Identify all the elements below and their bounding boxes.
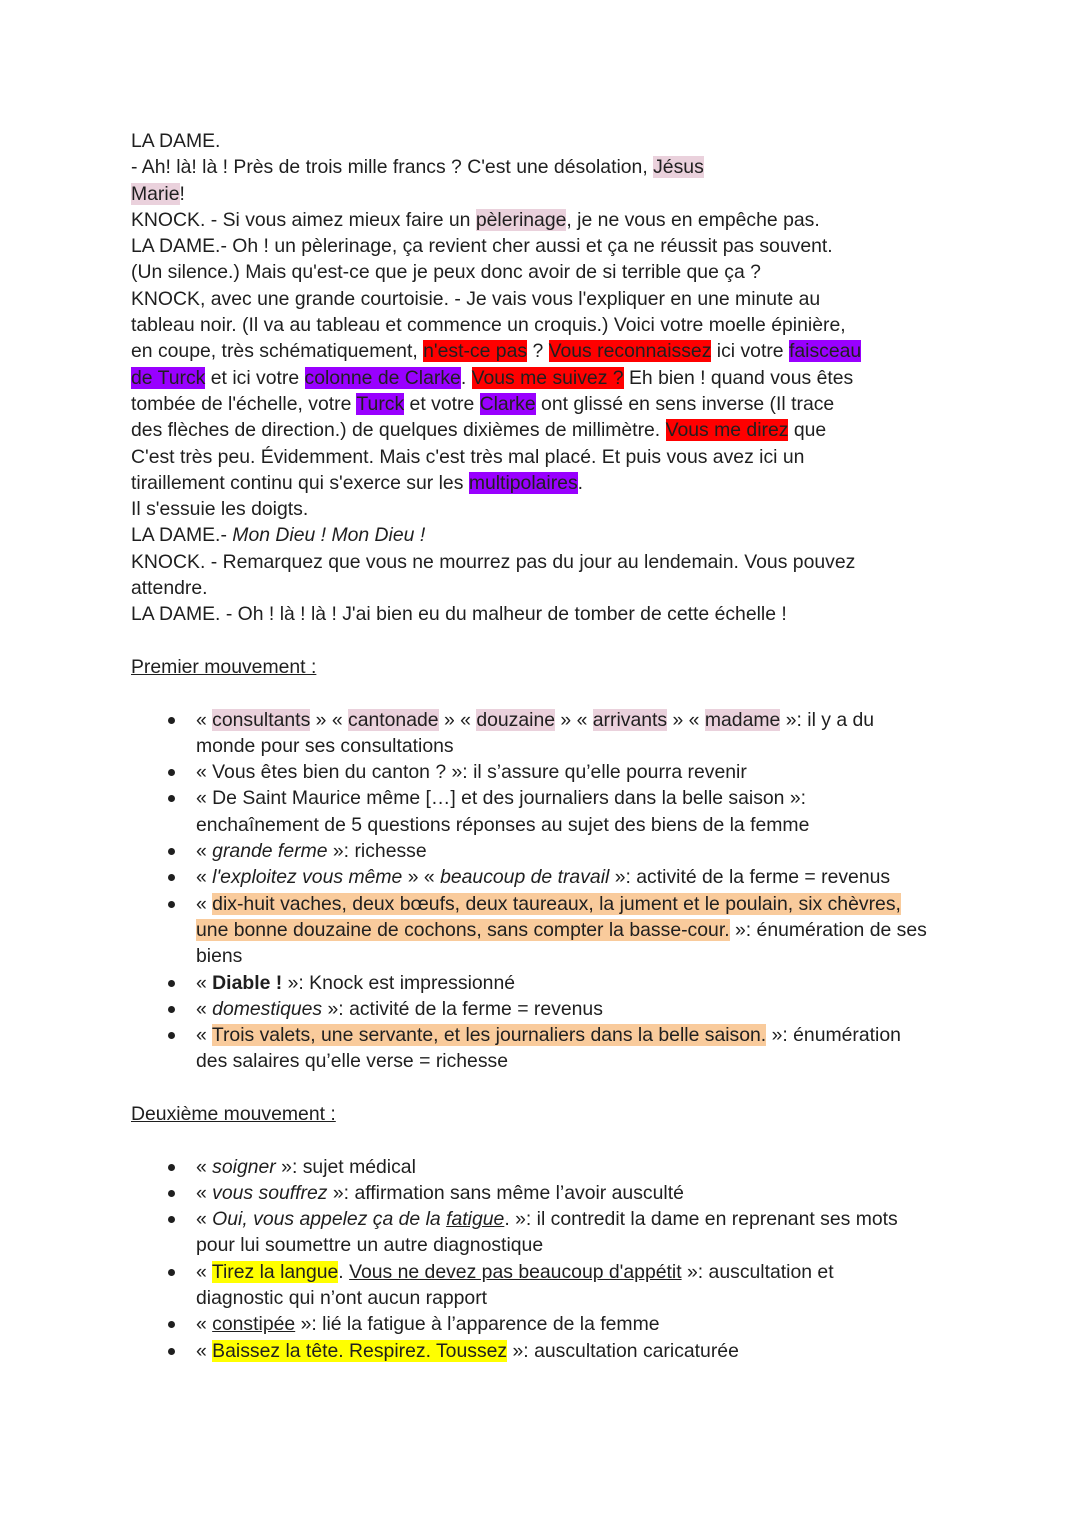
text-line: (Un silence.) Mais qu'est-ce que je peux donc avoir de si terrible que ça ?	[131, 261, 761, 284]
highlight-pink: arrivants	[592, 708, 668, 731]
text-line: LA DAME. - Oh ! là ! là ! J'ai bien eu du malheur de tomber de cette échelle !	[131, 603, 787, 626]
text-line: de Turck et ici votre colonne de Clarke. Vous me suivez ? Eh bien ! quand vous êtes	[131, 366, 854, 389]
text-line: en coupe, très schématiquement, n'est-ce pas ? Vous reconnaissez ici votre faisceau	[131, 340, 862, 363]
highlight-purple: Turck	[356, 392, 405, 415]
text-line: LA DAME.- Mon Dieu ! Mon Dieu !	[131, 524, 426, 547]
list-item: « Oui, vous appelez ça de la fatigue. »: il contredit la dame en reprenant ses mots pour lui soumettre un autre diagnostique	[131, 1206, 951, 1259]
highlight-purple: colonne de Clarke	[304, 366, 461, 389]
list-item: « Diable ! »: Knock est impressionné	[131, 970, 951, 996]
text-line: Marie!	[131, 182, 185, 205]
list-item: « Trois valets, une servante, et les journaliers dans la belle saison. »: énumération des salaires qu’elle verse = richesse	[131, 1022, 951, 1075]
highlight-red: n'est-ce pas	[423, 340, 528, 363]
highlight-pink: pèlerinage	[475, 208, 567, 231]
highlight-pink: douzaine	[476, 708, 556, 731]
list-item: « Tirez la langue. Vous ne devez pas beaucoup d'appétit »: auscultation et diagnostic qui n’ont aucun rapport	[131, 1259, 951, 1312]
highlight-pink: cantonade	[348, 708, 439, 731]
list-item: « consultants » « cantonade » « douzaine » « arrivants » « madame »: il y a du monde pour ses consultations	[131, 707, 951, 760]
list-item: « Baissez la tête. Respirez. Toussez »: auscultation caricaturée	[131, 1338, 951, 1364]
section-heading: Deuxième mouvement :	[131, 1102, 336, 1125]
list-item: « constipée »: lié la fatigue à l’apparence de la femme	[131, 1311, 951, 1337]
highlight-pink: consultants	[212, 708, 311, 731]
list-item: « De Saint Maurice même […] et des journaliers dans la belle saison »: enchaînement de 5 questions réponses au sujet des biens de la femme	[131, 785, 951, 838]
text-line	[131, 128, 951, 154]
highlight-purple: faisceau	[788, 340, 862, 363]
highlight-pink: madame	[704, 708, 781, 731]
highlight-orange: dix-huit vaches, deux bœufs, deux taureaux, la jument et le poulain, six chèvres,	[212, 892, 901, 915]
speaker-label: LA DAME.	[131, 130, 221, 152]
text-line: C'est très peu. Évidemment. Mais c'est très mal placé. Et puis vous avez ici un	[131, 445, 805, 468]
text-line: attendre.	[131, 577, 208, 600]
highlight-orange: Trois valets, une servante, et les journaliers dans la belle saison.	[211, 1024, 767, 1047]
section-heading: Premier mouvement :	[131, 655, 317, 678]
text-line: - Ah! là! là ! Près de trois mille francs ? C'est une désolation, Jésus	[131, 156, 704, 179]
text-line: KNOCK, avec une grande courtoisie. - Je vais vous l'expliquer en une minute au	[131, 287, 821, 310]
text-line: tableau noir. (Il va au tableau et commence un croquis.) Voici votre moelle épinière,	[131, 314, 846, 337]
highlight-red: Vous me suivez ?	[471, 366, 624, 389]
highlight-yellow: Baissez la tête. Respirez. Toussez	[212, 1339, 508, 1362]
list-item: « domestiques »: activité de la ferme = revenus	[131, 996, 951, 1022]
highlight-yellow: Tirez la langue	[211, 1260, 339, 1283]
highlight-purple: multipolaires	[468, 471, 578, 494]
list-item: « soigner »: sujet médical	[131, 1154, 951, 1180]
list-item: « dix-huit vaches, deux bœufs, deux taureaux, la jument et le poulain, six chèvres, une bonne douzaine de cochons, sans compter la basse-cour. »: énumération de ses biens	[131, 891, 951, 970]
text-line: des flèches de direction.) de quelques dixièmes de millimètre. Vous me direz que	[131, 419, 827, 442]
text-line: KNOCK. - Si vous aimez mieux faire un pèlerinage, je ne vous en empêche pas.	[131, 208, 820, 231]
list-item: « grande ferme »: richesse	[131, 838, 951, 864]
highlight-pink: Marie	[131, 182, 180, 205]
text-line: KNOCK. - Remarquez que vous ne mourrez pas du jour au lendemain. Vous pouvez	[131, 550, 856, 573]
bullet-list	[131, 707, 951, 1075]
list-item: « Vous êtes bien du canton ? »: il s’assure qu’elle pourra revenir	[131, 759, 951, 785]
highlight-red: Vous me direz	[665, 419, 789, 442]
text-line: tombée de l'échelle, votre Turck et votre Clarke ont glissé en sens inverse (Il trace	[131, 392, 835, 415]
highlight-red: Vous reconnaissez	[548, 340, 712, 363]
highlight-orange: une bonne douzaine de cochons, sans compter la basse-cour.	[196, 918, 730, 941]
list-item: « l'exploitez vous même » « beaucoup de travail »: activité de la ferme = revenus	[131, 864, 951, 890]
text-line: LA DAME.- Oh ! un pèlerinage, ça revient cher aussi et ça ne réussit pas souvent.	[131, 235, 833, 258]
highlight-purple: Clarke	[479, 392, 536, 415]
stage-direction: Il s'essuie les doigts.	[131, 498, 309, 521]
text-line: tiraillement continu qui s'exerce sur les multipolaires.	[131, 471, 584, 494]
list-item: « vous souffrez »: affirmation sans même l’avoir ausculté	[131, 1180, 951, 1206]
highlight-pink: Jésus	[653, 156, 704, 179]
bullet-list	[131, 1154, 951, 1364]
document-content	[131, 128, 951, 1364]
highlight-purple: de Turck	[131, 366, 206, 389]
